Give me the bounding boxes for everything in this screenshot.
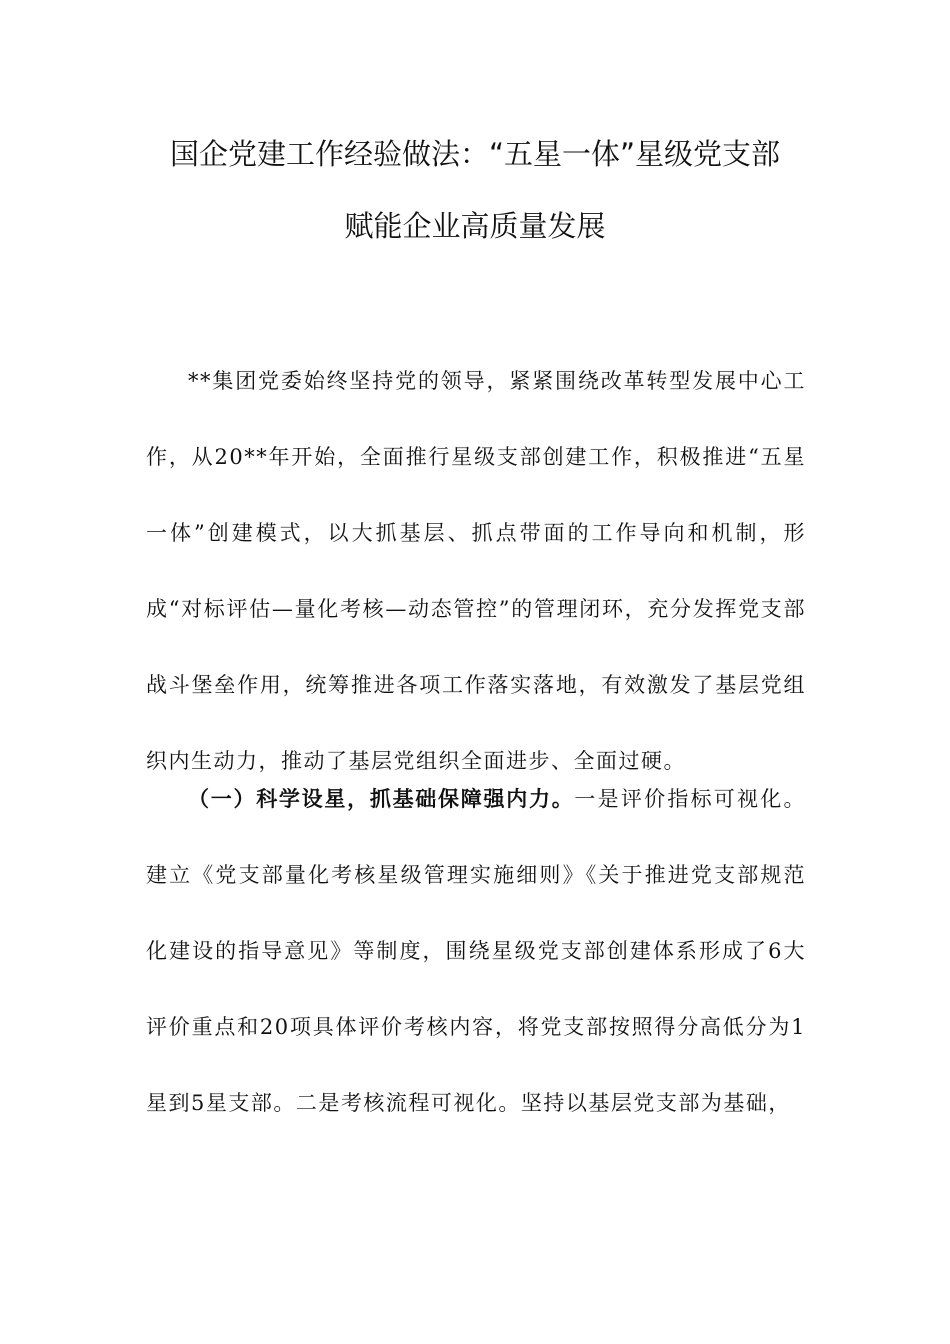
paragraph-section-1 (146, 761, 806, 1141)
document-title-line-1: 国企党建工作经验做法：“五星一体”星级党支部 (169, 137, 781, 171)
section-1-body: 一是评价指标可视化。建立《党支部量化考核星级管理实施细则》《关于推进党支部规范化建设的指导意见》等制度，围绕星级党支部创建体系形成了6大评价重点和20项具体评价考核内容，将党支部按照得分高低分为1星到5星支部。二是考核流程可视化。坚持以基层党支部为基础， (146, 787, 806, 1115)
document-title-line-2: 赋能企业高质量发展 (344, 209, 606, 243)
section-1-heading: （一）科学设星，抓基础保障强内力。 (188, 787, 575, 811)
paragraph-intro: **集团党委始终坚持党的领导，紧紧围绕改革转型发展中心工作，从20**年开始，全面推行星级支部创建工作，积极推进“五星一体”创建模式，以大抓基层、抓点带面的工作导向和机制，形成“对标评估—量化考核—动态管控”的管理闭环，充分发挥党支部战斗堡垒作用，统筹推进各项工作落实落地，有效激发了基层党组织内生动力，推动了基层党组织全面进步、全面过硬。 (146, 369, 806, 773)
